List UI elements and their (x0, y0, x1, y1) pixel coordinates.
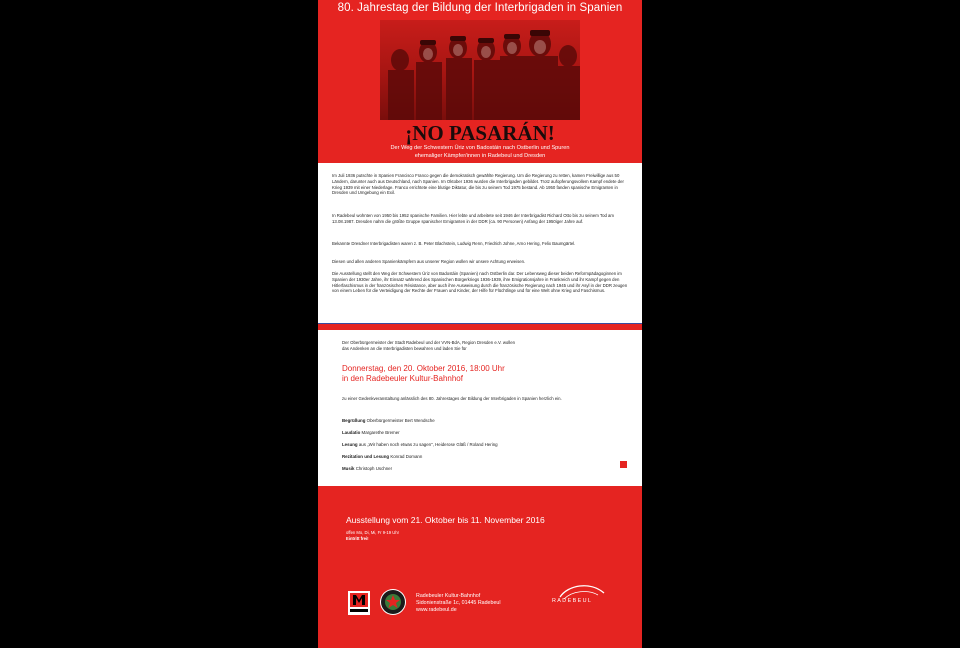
program-label: Laudatio (342, 430, 361, 435)
program-label: Lesung (342, 442, 358, 447)
event-date-line: Donnerstag, den 20. Oktober 2016, 18:00 Uhr (342, 364, 505, 373)
program-label: Musik (342, 466, 355, 471)
vvn-logo-icon (348, 591, 370, 615)
venue-street: Sidonienstraße 1c, 01445 Radebeul (416, 600, 501, 606)
flyer-page (318, 0, 642, 648)
no-pasaran-headline: ¡NO PASARÁN! (405, 121, 555, 145)
program-label: Begrüßung (342, 418, 366, 423)
program-label: Rezitation und Lesung (342, 454, 390, 459)
subhead-line: Der Weg der Schwestern Ūriz von Badostáin nach Ostberlin und Spuren (390, 145, 570, 151)
exhibition-entry: Eintritt frei! (346, 536, 369, 541)
intro-paragraph: Die Ausstellung stellt den Weg der Schwestern Ūriz von Badostáin (Spanien) nach Ostberlin dar. Der Lebensweg dieser beiden Reformpädagoginnen im Spanien der 1930er Jahre, ihr Einsatz während des Spanischen Bürgerkriegs 1936-1939, ihre Emigrationsjahre in Frankreich und ihr Kampf gegen den Hitlerfaschismus in der französischen Résistance, aber auch ihre Ausweisung durch die französische Regierung nach 1945 und ihr Asyl in der DDR zeugen von einem Leben für die Verteidigung der Rechte der Frauen und Kinder, der Hilfe für Flüchtlinge und für eine Welt ohne Krieg und Faschismus. (332, 271, 628, 294)
venue-name: Radebeuler Kultur-Bahnhof (416, 593, 481, 599)
subhead-line: ehemaliger Kämpfer/innen in Radebeul und Dresden (414, 152, 546, 159)
intro-text-panel (318, 163, 642, 323)
invitation-panel (318, 330, 642, 486)
invite-line: Der Oberbürgermeister der Stadt Radebeul und der VVN-BdA, Region Dresden e.V. wollen (342, 340, 516, 345)
red-square-mark (620, 461, 627, 468)
exhibition-hours: offen Mo, Di, Mi, Fr 9-19 Uhr (346, 530, 399, 535)
radebeul-logo-text: RADEBEUL (552, 598, 593, 604)
program-text: Christoph Uschner (355, 466, 393, 471)
flyer-subhead (358, 145, 602, 160)
venue-website: www.radebeul.de (416, 607, 457, 613)
divider-rule (318, 323, 642, 324)
program-item (342, 430, 400, 435)
venue-address (416, 593, 501, 614)
event-venue-line: in den Radebeuler Kultur-Bahnhof (342, 374, 463, 383)
program-text: Konrad Domann (390, 454, 423, 459)
program-text: aus „Wir haben noch etwas zu sagen", Heiderose Gläß / Roland Hering (358, 442, 498, 447)
flyer-top-title: 80. Jahrestag der Bildung der Interbrigaden in Spanien (337, 2, 623, 14)
program-item (342, 466, 392, 471)
interbrigade-emblem-icon (380, 589, 406, 615)
program-item (342, 418, 435, 423)
intro-paragraph: In Radebeul wohnten von 1950 bis 1952 spanische Familien. Hier lebte und arbeitete seit 1946 der Interbrigadist Richard Otto bis zu seinem Tod am 13.08.1987. Dresden nahm die größte Gruppe spanischer Emigranten in der DDR (ca. 90 Personen) Anfang der 1950iger Jahre auf. (332, 213, 615, 224)
invite-line: das Andenken an die Interbrigadisten bewahren und laden Sie für (342, 346, 467, 351)
intro-paragraph: Bekannte Dresdner Interbrigadisten waren z. B. Peter Blachstein, Ludwig Renn, Friedrich Johne, Arno Hering, Felix Baumgärtel. (332, 241, 576, 246)
program-item (342, 454, 422, 459)
program-text: Oberbürgermeister Bert Wendsche (366, 418, 435, 423)
brigade-photo (380, 20, 580, 120)
invite-after: zu einer Gedenkveranstaltung anlässlich des 80. Jahrestages der Bildung der Interbrigaden in Spanien herzlich ein. (342, 396, 562, 401)
program-text: Margarethe Bremer (361, 430, 400, 435)
exhibition-info (346, 530, 399, 542)
intro-paragraph: Im Juli 1936 putschte in Spanien Francisco Franco gegen die demokratisch gewählte Regierung. Um die Regierung zu retten, kamen Freiwillige aus 50 Ländern, darunter auch aus Deutschland, nach Spanien. Im Oktober 1936 wurden die Interbrigaden gebildet. Trotz aufopferungsvollem Kampf endete der Krieg 1939 mit einer Niederlage. Franco errichtete eine blutige Diktatur, die bis zu seinem Tod 1975 bestand. Ab 1950 fanden spanische Emigranten in Dresden und Umgebung ein Exil. (332, 173, 624, 196)
program-item (342, 442, 498, 447)
event-date (342, 364, 505, 384)
intro-paragraph: Diesen und allen anderen Spanienkämpfern aus unserer Region wollen wir unsere Achtung erweisen. (332, 259, 526, 264)
exhibition-title: Ausstellung vom 21. Oktober bis 11. November 2016 (346, 515, 545, 525)
